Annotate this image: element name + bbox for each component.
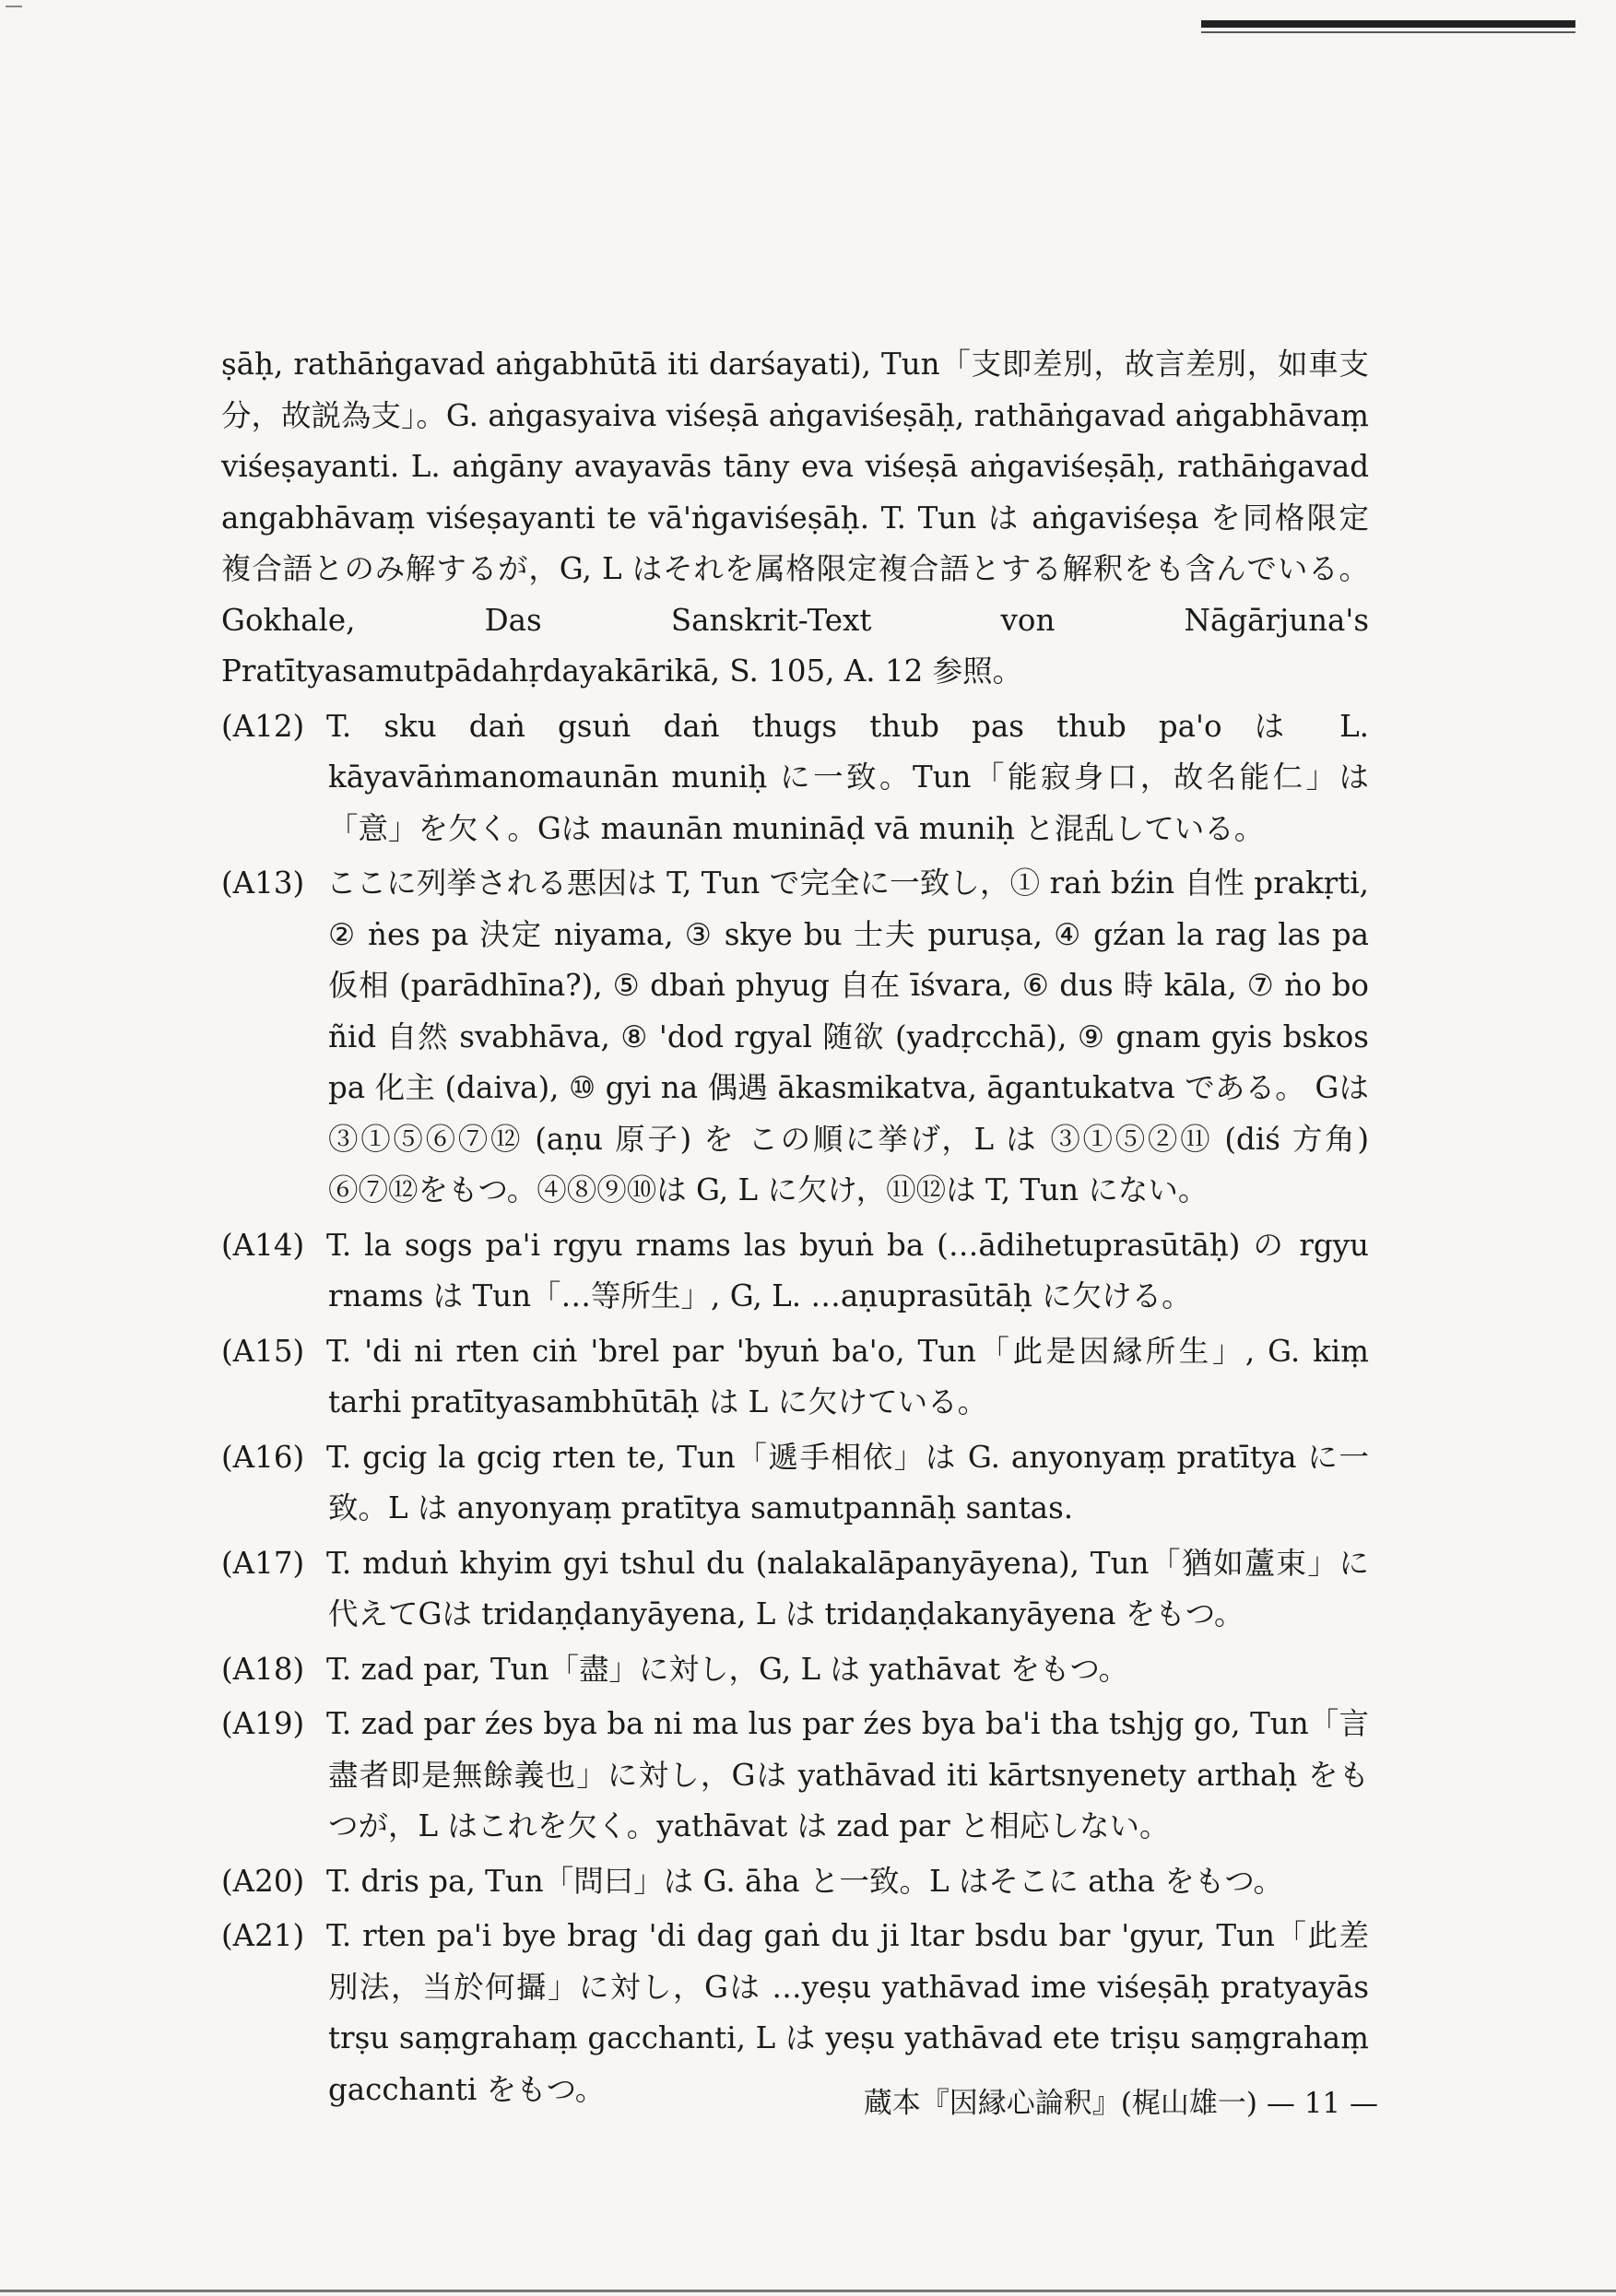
page-footer: 蔵本『因縁心論釈』(梶山雄一) — 11 — bbox=[863, 2087, 1378, 2120]
note-text: ここに列挙される悪因は T, Tun で完全に一致し，① raṅ bźin 自性 prakṛti, ② ṅes pa 決定 niyama, ③ skye bu 士夫 puruṣa, ④ gźan la rag las pa 仮相 (parādhīna?), ⑤ dbaṅ phyug 自在 īśvara, ⑥ dus 時 kāla, ⑦ ṅo bo ñid 自然 svabhāva, ⑧ 'dod rgyal 随欲 (yadṛcchā), ⑨ gnam gyis bskos pa 化主 (daiva), ⑩ gyi na 偶遇 ākasmikatva, āgantukatva である。 Gは ③①⑤⑥⑦⑫ (aṇu 原子) を この順に挙げ，L は ③①⑤②⑪ (diś 方角) ⑥⑦⑫をもつ。④⑧⑨⑩は G, L に欠け，⑪⑫は T, Tun にない。 bbox=[326, 865, 1369, 1207]
continuation-paragraph: ṣāḥ, rathāṅgavad aṅgabhūtā iti darśayati), Tun「支即差別，故言差別，如車支分，故説為支」。G. aṅgasyaiva viśeṣā aṅgaviśeṣāḥ, rathāṅgavad aṅgabhāvaṃ viśeṣayanti. L. aṅgāny avayavās tāny eva viśeṣā aṅgaviśeṣāḥ, rathāṅgavad angabhāvaṃ viśeṣayanti te vā'ṅgaviśeṣāḥ. T. Tun は aṅgaviśeṣa を同格限定複合語とのみ解するが，G, L はそれを属格限定複合語とする解釈をも含んでいる。Gokhale, Das Sanskrit-Text von Nāgārjuna's Pratītyasamutpādahṛdayakārikā, S. 105, A. 12 参照。 bbox=[221, 347, 1369, 689]
note-a17 bbox=[221, 1538, 1369, 1641]
note-label: (A21) bbox=[221, 1918, 305, 1953]
note-a16 bbox=[221, 1432, 1369, 1535]
note-a13 bbox=[221, 858, 1369, 1217]
note-label: (A12) bbox=[221, 708, 305, 744]
note-text: T. la sogs pa'i rgyu rnams las byuṅ ba (…ādihetuprasūtāḥ) の rgyu rnams は Tun「…等所生」, G, L. …aṇuprasūtāḥ に欠ける。 bbox=[326, 1227, 1369, 1313]
scan-edge-line bbox=[0, 2290, 1616, 2292]
note-a20 bbox=[221, 1856, 1369, 1908]
note-label: (A17) bbox=[221, 1545, 305, 1581]
note-a18 bbox=[221, 1644, 1369, 1696]
note-text: T. gcig la gcig rten te, Tun「遞手相依」は G. anyonyaṃ pratītya に一致。L は anyonyaṃ pratītya samutpannāḥ santas. bbox=[326, 1439, 1369, 1525]
page-body bbox=[221, 339, 1369, 2119]
header-rule bbox=[1201, 20, 1575, 28]
note-a15 bbox=[221, 1326, 1369, 1429]
note-text: T. zad par źes bya ba ni ma lus par źes bya ba'i tha tshjg go, Tun「言盡者即是無餘義也」に対し，Gは yathāvad iti kārtsnyenety arthaḥ をもつが，L はこれを欠く。yathāvat は zad par と相応しない。 bbox=[326, 1706, 1369, 1843]
note-text: T. 'di ni rten ciṅ 'brel par 'byuṅ ba'o, Tun「此是因縁所生」, G. kiṃ tarhi pratītyasambhūtāḥ は L に欠けている。 bbox=[326, 1333, 1369, 1419]
note-label: (A18) bbox=[221, 1651, 305, 1687]
note-a19 bbox=[221, 1699, 1369, 1853]
note-label: (A20) bbox=[221, 1863, 305, 1899]
note-a14 bbox=[221, 1220, 1369, 1323]
note-text: T. rten pa'i bye brag 'di dag gaṅ du ji ltar bsdu bar 'gyur, Tun「此差別法，当於何攝」に対し，Gは …yeṣu yathāvad ime viśeṣāḥ pratyayās trṣu saṃgrahaṃ gacchanti, L は yeṣu yathāvad ete triṣu saṃgrahaṃ gacchanti をもつ。 bbox=[326, 1918, 1369, 2107]
header-rule-thin bbox=[1201, 31, 1575, 33]
note-text: T. zad par, Tun「盡」に対し，G, L は yathāvat をもつ。 bbox=[326, 1651, 1129, 1687]
note-label: (A14) bbox=[221, 1227, 305, 1263]
note-text: T. dris pa, Tun「問曰」は G. āha と一致。L はそこに atha をもつ。 bbox=[326, 1863, 1284, 1899]
note-label: (A19) bbox=[221, 1706, 305, 1741]
note-text: T. sku daṅ gsuṅ daṅ thugs thub pas thub pa'o は L. kāyavāṅmanomaunān muniḥ に一致。Tun「能寂身口，故名能仁」は「意」を欠く。Gは maunān munināḍ vā muniḥ と混乱している。 bbox=[326, 708, 1369, 846]
scan-corner-mark bbox=[6, 6, 22, 7]
note-text: T. mduṅ khyim gyi tshul du (nalakalāpanyāyena), Tun「猶如蘆束」に代えてGは tridaṇḍanyāyena, L は tridaṇḍakanyāyena をもつ。 bbox=[326, 1545, 1369, 1631]
note-label: (A13) bbox=[221, 865, 305, 901]
note-a12 bbox=[221, 701, 1369, 855]
note-label: (A16) bbox=[221, 1439, 305, 1475]
note-label: (A15) bbox=[221, 1333, 305, 1369]
